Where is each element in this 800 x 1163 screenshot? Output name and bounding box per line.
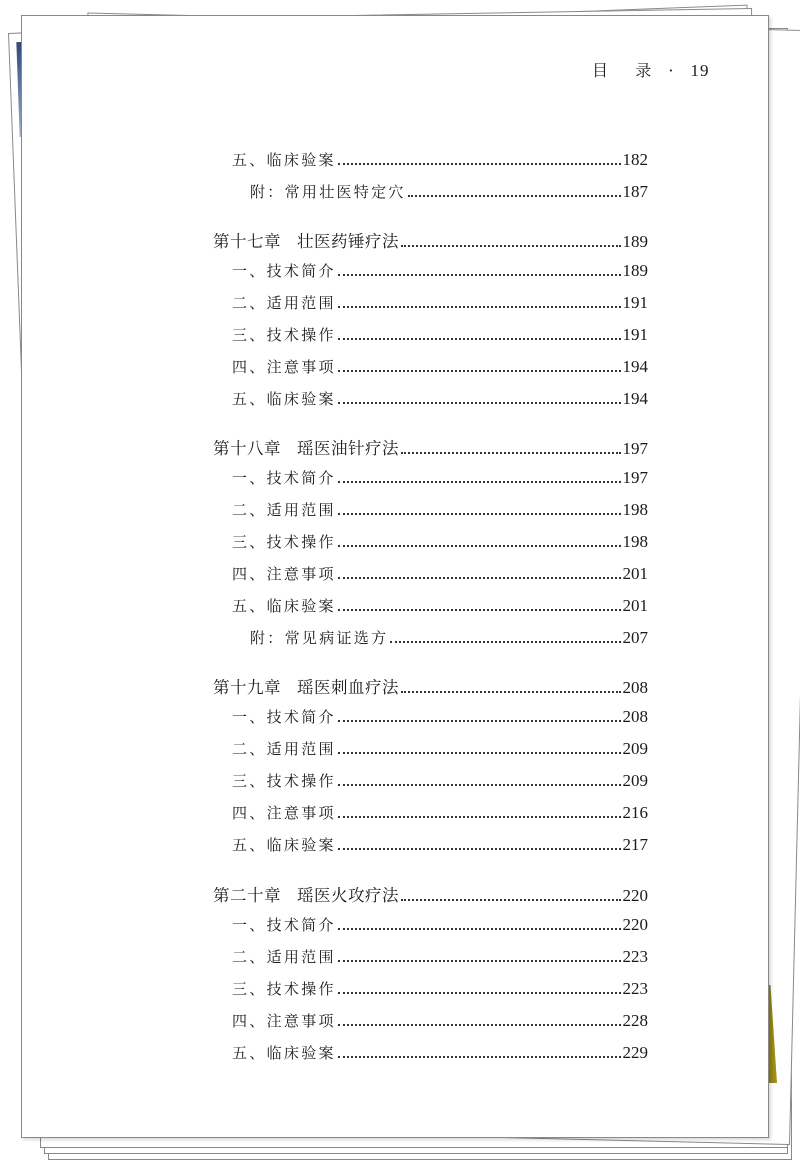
toc-section-entry[interactable] [232, 324, 648, 348]
entry-label: 二、适用范围 [232, 294, 336, 312]
entry-label: 三、技术操作 [232, 326, 336, 344]
toc-section-entry[interactable] [232, 467, 648, 491]
toc-section-entry[interactable] [232, 914, 648, 938]
entry-label: 二、适用范围 [232, 501, 336, 519]
dot-leader [338, 338, 621, 340]
chapter-title [213, 882, 399, 906]
dot-leader [338, 481, 621, 483]
dot-leader [338, 274, 621, 276]
entry-label: 一、技术简介 [232, 469, 336, 487]
chapter-number: 第十九章 [213, 678, 281, 697]
toc-section-entry[interactable] [232, 802, 648, 826]
entry-label: 四、注意事项 [232, 565, 336, 583]
dot-leader [338, 784, 621, 786]
entry-page-number: 198 [622, 500, 648, 519]
entry-label: 五、临床验案 [232, 151, 336, 169]
entry-page-number: 201 [622, 596, 648, 615]
dot-leader [338, 752, 621, 754]
dot-leader [338, 1056, 621, 1058]
toc-chapter-entry[interactable] [213, 228, 648, 252]
entry-page-number: 191 [622, 293, 648, 312]
entry-page-number: 229 [622, 1043, 648, 1062]
chapter-title [213, 228, 399, 252]
dot-leader [338, 928, 621, 930]
entry-page-number: 197 [622, 468, 648, 487]
entry-page-number: 189 [622, 232, 648, 251]
toc-section-entry[interactable] [232, 595, 648, 619]
entry-page-number: 208 [622, 678, 648, 697]
entry-label: 三、技术操作 [232, 772, 336, 790]
entry-page-number: 220 [622, 886, 648, 905]
entry-label: 一、技术简介 [232, 916, 336, 934]
dot-leader [338, 402, 621, 404]
chapter-title [213, 674, 399, 698]
header-title-1: 目 [592, 61, 610, 80]
entry-page-number: 198 [622, 532, 648, 551]
entry-page-number: 209 [622, 739, 648, 758]
entry-label: 三、技术操作 [232, 533, 336, 551]
toc-section-entry[interactable] [232, 706, 648, 730]
entry-page-number: 197 [622, 439, 648, 458]
dot-leader [401, 452, 621, 454]
entry-page-number: 223 [622, 979, 648, 998]
dot-leader [401, 245, 621, 247]
entry-page-number: 201 [622, 564, 648, 583]
toc-section-entry[interactable] [232, 946, 648, 970]
entry-label: 五、临床验案 [232, 597, 336, 615]
entry-page-number: 182 [622, 150, 648, 169]
dot-leader [401, 899, 621, 901]
toc-chapter-entry[interactable] [213, 674, 648, 698]
entry-label: 附：常见病证选方 [250, 629, 389, 647]
header-page-number: 19 [690, 61, 710, 80]
toc-chapter-entry[interactable] [213, 435, 648, 459]
toc-section-entry[interactable] [232, 563, 648, 587]
toc-chapter-entry[interactable] [213, 882, 648, 906]
toc-section-entry[interactable] [232, 834, 648, 858]
entry-page-number: 207 [622, 628, 648, 647]
entry-page-number: 228 [622, 1011, 648, 1030]
entry-label: 四、注意事项 [232, 358, 336, 376]
entry-label: 二、适用范围 [232, 740, 336, 758]
entry-label: 三、技术操作 [232, 980, 336, 998]
toc-section-entry[interactable] [232, 738, 648, 762]
entry-label: 附：常用壮医特定穴 [250, 183, 406, 201]
header-separator: · [668, 61, 675, 80]
toc-section-entry[interactable] [232, 770, 648, 794]
entry-page-number: 217 [622, 835, 648, 854]
entry-label: 五、临床验案 [232, 390, 336, 408]
chapter-name: 瑶医油针疗法 [297, 439, 399, 458]
dot-leader [390, 641, 620, 643]
entry-label: 二、适用范围 [232, 948, 336, 966]
dot-leader [338, 163, 621, 165]
dot-leader [338, 848, 621, 850]
running-head [592, 58, 710, 81]
entry-label: 一、技术简介 [232, 262, 336, 280]
toc-section-entry[interactable] [232, 356, 648, 380]
entry-page-number: 189 [622, 261, 648, 280]
dot-leader [338, 577, 621, 579]
entry-label: 四、注意事项 [232, 804, 336, 822]
toc-section-entry[interactable] [232, 149, 648, 173]
dot-leader [338, 306, 621, 308]
toc-section-entry[interactable] [232, 978, 648, 1002]
entry-label: 五、临床验案 [232, 1044, 336, 1062]
dot-leader [338, 370, 621, 372]
dot-leader [401, 691, 621, 693]
dot-leader [338, 1024, 621, 1026]
entry-page-number: 194 [622, 389, 648, 408]
toc-section-entry[interactable] [232, 1042, 648, 1066]
toc-section-entry[interactable] [232, 1010, 648, 1034]
toc-section-entry[interactable] [232, 531, 648, 555]
entry-page-number: 223 [622, 947, 648, 966]
dot-leader [338, 609, 621, 611]
chapter-name: 瑶医刺血疗法 [297, 678, 399, 697]
entry-label: 四、注意事项 [232, 1012, 336, 1030]
entry-page-number: 209 [622, 771, 648, 790]
header-title-2: 录 [635, 61, 653, 80]
dot-leader [338, 816, 621, 818]
toc-section-entry[interactable] [232, 292, 648, 316]
entry-page-number: 187 [622, 182, 648, 201]
toc-section-entry[interactable] [232, 260, 648, 284]
toc-section-entry[interactable] [232, 499, 648, 523]
entry-page-number: 216 [622, 803, 648, 822]
entry-label: 一、技术简介 [232, 708, 336, 726]
entry-label: 五、临床验案 [232, 836, 336, 854]
chapter-name: 瑶医火攻疗法 [297, 886, 399, 905]
chapter-number: 第十七章 [213, 232, 281, 251]
chapter-number: 第十八章 [213, 439, 281, 458]
toc-appendix-entry[interactable] [250, 627, 648, 651]
chapter-title [213, 435, 399, 459]
entry-page-number: 191 [622, 325, 648, 344]
dot-leader [338, 992, 621, 994]
entry-page-number: 220 [622, 915, 648, 934]
toc-section-entry[interactable] [232, 388, 648, 412]
dot-leader [338, 513, 621, 515]
chapter-number: 第二十章 [213, 886, 281, 905]
toc-appendix-entry[interactable] [250, 181, 648, 205]
entry-page-number: 208 [622, 707, 648, 726]
dot-leader [408, 195, 621, 197]
chapter-name: 壮医药锤疗法 [297, 232, 399, 251]
dot-leader [338, 960, 621, 962]
dot-leader [338, 545, 621, 547]
dot-leader [338, 720, 621, 722]
entry-page-number: 194 [622, 357, 648, 376]
